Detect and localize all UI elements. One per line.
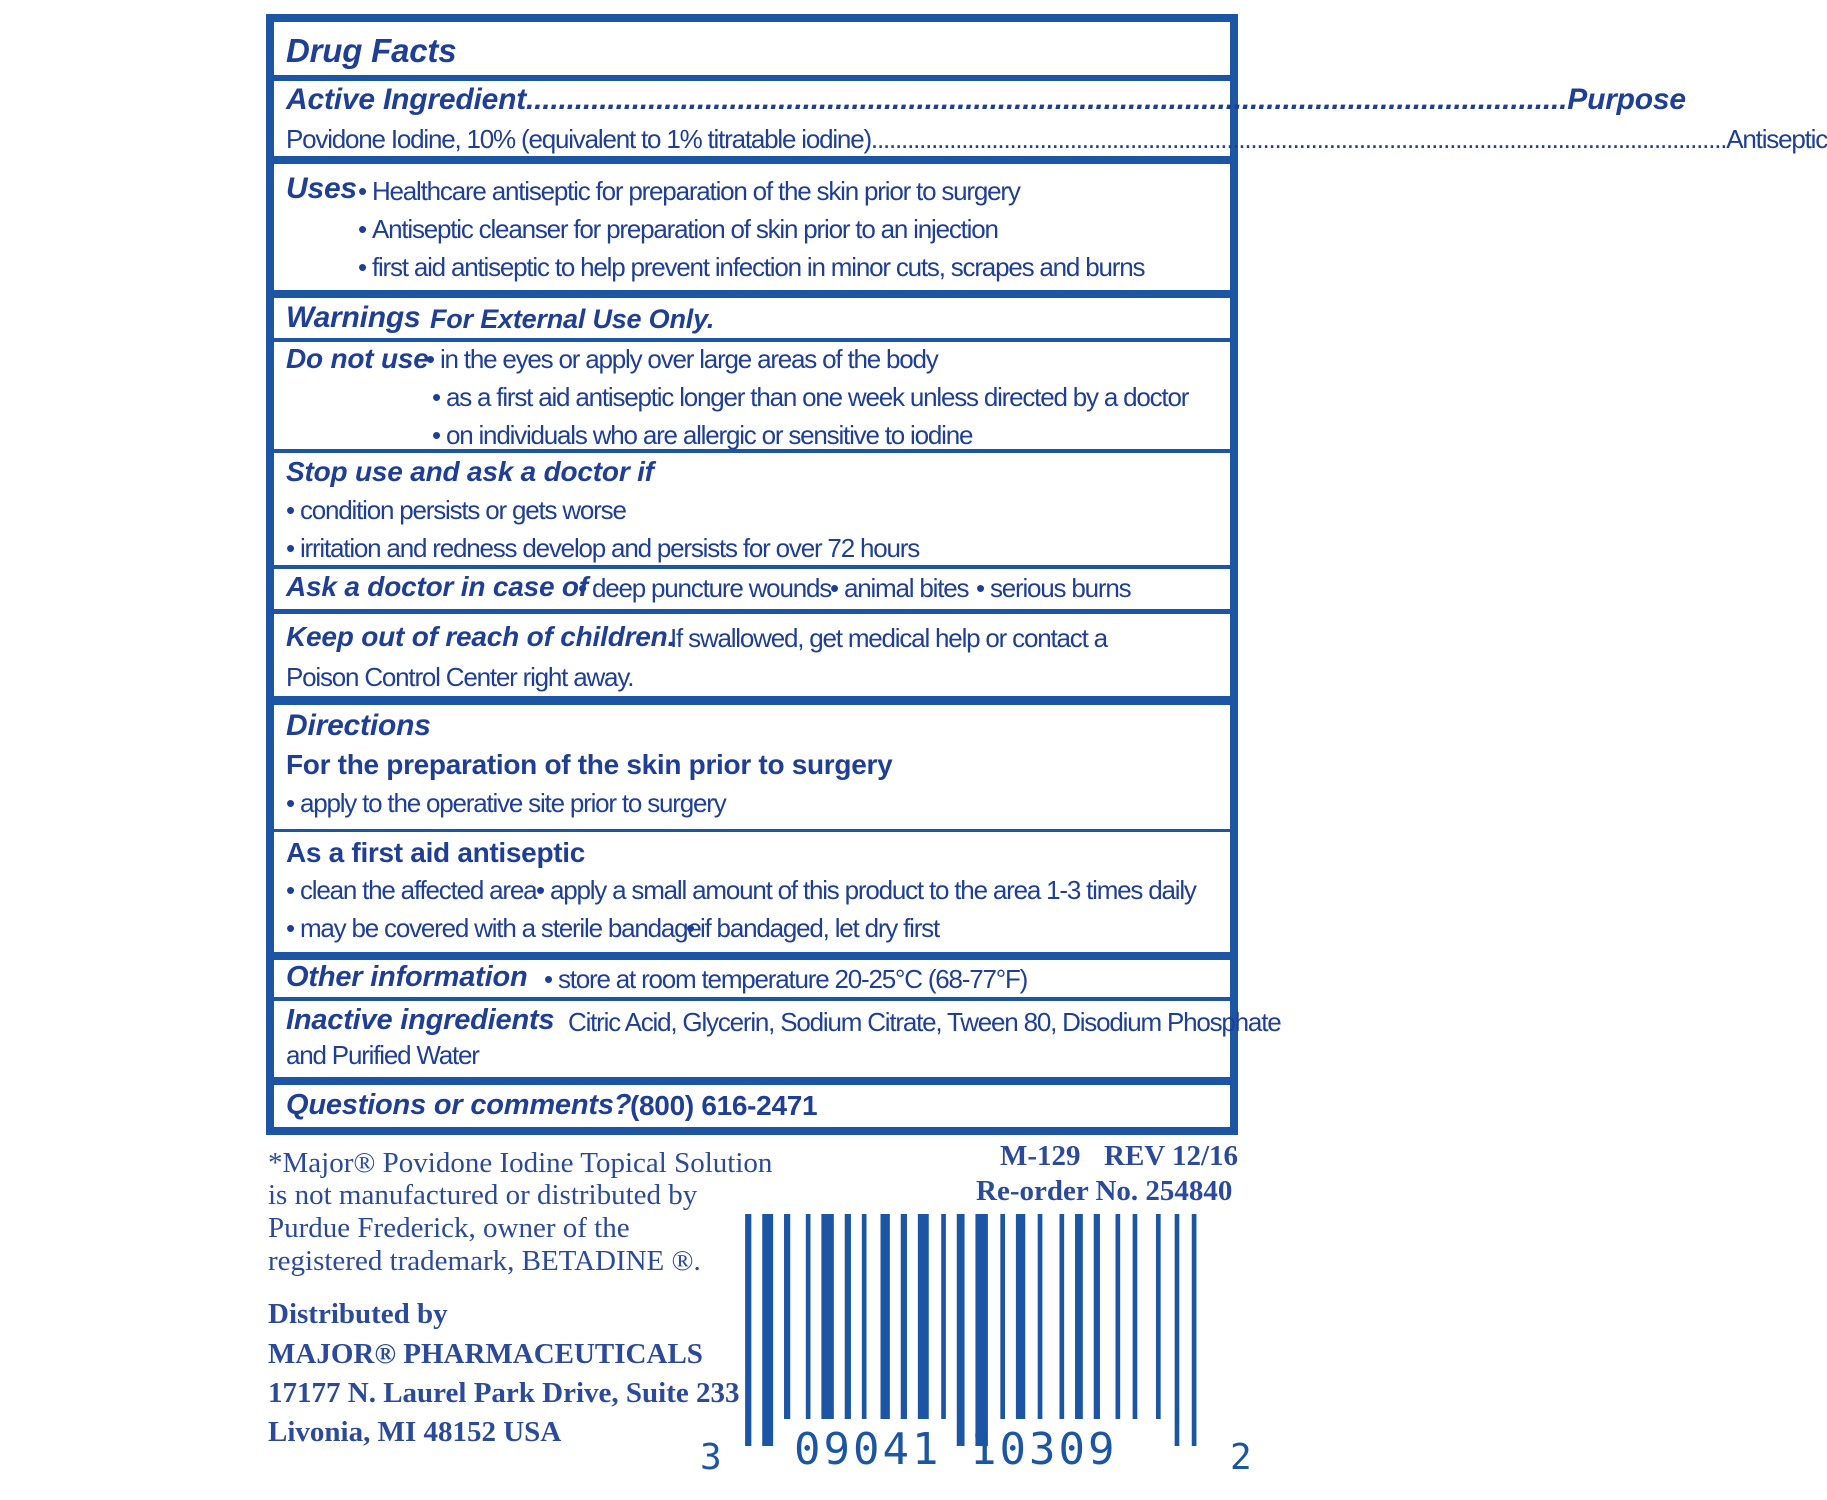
first-aid-box: [274, 832, 1230, 952]
barcode-group-2: 10309: [970, 1424, 1118, 1475]
revision-code: REV 12/16: [1104, 1140, 1239, 1172]
barcode-bar: [1059, 1214, 1064, 1419]
purpose-heading: Purpose: [1567, 83, 1686, 116]
disclaimer-line: registered trademark, BETADINE ®.: [268, 1245, 701, 1277]
first-aid-item: • may be covered with a sterile bandage: [286, 915, 701, 941]
stop-use-box: [274, 453, 1230, 565]
barcode-bar: [862, 1214, 867, 1419]
stop-use-item: • irritation and redness develop and persists for over 72 hours: [286, 535, 919, 561]
leader-dots: ................................................................................................................................: [525, 83, 1568, 116]
barcode-bar: [1175, 1214, 1180, 1446]
questions-heading: Questions or comments?: [286, 1089, 632, 1121]
reorder-number: Re-order No. 254840: [976, 1175, 1233, 1207]
barcode-bar: [745, 1214, 751, 1446]
warnings-heading: Warnings: [286, 301, 421, 334]
other-info-text: • store at room temperature 20-25°C (68-77°F): [544, 966, 1027, 992]
warnings-box: [274, 298, 1230, 338]
first-aid-item: • clean the affected area: [286, 877, 536, 903]
uses-item: • first aid antiseptic to help prevent infection in minor cuts, scrapes and burns: [358, 254, 1144, 280]
barcode-bar: [762, 1214, 773, 1446]
distributor-address: 17177 N. Laurel Park Drive, Suite 233: [268, 1377, 740, 1409]
stop-use-heading: Stop use and ask a doctor if: [286, 456, 654, 487]
stop-use-item: • condition persists or gets worse: [286, 497, 626, 523]
surgery-subheading: For the preparation of the skin prior to surgery: [286, 749, 893, 780]
uses-item: • Antiseptic cleanser for preparation of skin prior to an injection: [358, 216, 998, 242]
other-info-box: [274, 960, 1230, 997]
first-aid-subheading: As a first aid antiseptic: [286, 837, 586, 868]
barcode-bar: [806, 1214, 811, 1419]
barcode-bar: [957, 1214, 965, 1446]
disclaimer-line: Purdue Frederick, owner of the: [268, 1212, 630, 1244]
barcode-bar: [901, 1214, 907, 1419]
do-not-use-item: • on individuals who are allergic or sensitive to iodine: [432, 422, 972, 448]
keep-out-text: Poison Control Center right away.: [286, 662, 634, 692]
barcode-group-1: 09041: [794, 1424, 942, 1475]
keep-out-text: If swallowed, get medical help or contact a: [670, 623, 1107, 653]
do-not-use-heading: Do not use: [286, 343, 429, 374]
active-ingredient-value: Povidone Iodine, 10% (equivalent to 1% titratable iodine): [286, 124, 871, 154]
barcode-bar: [784, 1214, 790, 1419]
barcode-bar: [918, 1214, 929, 1419]
drug-facts-title: Drug Facts: [286, 32, 457, 69]
barcode-bar: [1094, 1214, 1100, 1419]
other-info-heading: Other information: [286, 961, 528, 993]
barcode-bar: [1156, 1214, 1161, 1419]
barcode-bar: [975, 1214, 987, 1446]
disclaimer-line: *Major® Povidone Iodine Topical Solution: [268, 1147, 773, 1179]
distributor-address: Livonia, MI 48152 USA: [268, 1416, 562, 1448]
inactive-heading: Inactive ingredients: [286, 1004, 555, 1036]
uses-item: • Healthcare antiseptic for preparation of the skin prior to surgery: [358, 178, 1020, 204]
inactive-text: Citric Acid, Glycerin, Sodium Citrate, Tween 80, Disodium Phosphate: [568, 1007, 1281, 1037]
barcode: [742, 1214, 1212, 1446]
questions-box: [274, 1085, 1230, 1127]
active-ingredient-row: [286, 83, 1686, 116]
do-not-use-item: • in the eyes or apply over large areas of the body: [426, 346, 938, 372]
barcode-bar: [1038, 1214, 1043, 1419]
ask-doctor-box: [274, 569, 1230, 609]
do-not-use-box: [274, 342, 1230, 449]
distributed-by-label: Distributed by: [268, 1298, 448, 1330]
directions-box: [274, 705, 1230, 829]
barcode-bar: [821, 1214, 833, 1419]
directions-heading: Directions: [286, 709, 431, 742]
ask-doctor-item: • animal bites: [830, 575, 968, 601]
barcode-bar: [1133, 1214, 1138, 1419]
inactive-text: and Purified Water: [286, 1040, 479, 1070]
product-code: M-129: [1000, 1140, 1081, 1172]
keep-out-heading: Keep out of reach of children.: [286, 621, 676, 652]
barcode-bar: [1192, 1214, 1197, 1446]
barcode-left-digit: 3: [700, 1437, 722, 1478]
inactive-box: [274, 1001, 1281, 1077]
do-not-use-item: • as a first aid antiseptic longer than one week unless directed by a doctor: [432, 384, 1188, 410]
barcode-bar: [1075, 1214, 1083, 1419]
ask-doctor-heading: Ask a doctor in case of: [286, 571, 588, 602]
active-ingredient-box: [274, 81, 1827, 156]
barcode-right-digit: 2: [1230, 1437, 1252, 1478]
active-ingredient-row-2: [286, 124, 1827, 154]
barcode-bar: [941, 1214, 946, 1419]
barcode-bar: [881, 1214, 890, 1419]
drug-facts-panel: [266, 14, 1827, 1135]
external-use-heading: For External Use Only.: [430, 304, 715, 334]
keep-out-box: [274, 614, 1230, 696]
first-aid-item: • apply a small amount of this product to the area 1-3 times daily: [536, 877, 1196, 903]
distributor-name: MAJOR® PHARMACEUTICALS: [268, 1338, 703, 1370]
questions-phone: (800) 616-2471: [630, 1090, 818, 1121]
first-aid-item: • if bandaged, let dry first: [686, 915, 939, 941]
barcode-bar: [845, 1214, 851, 1419]
ask-doctor-item: • deep puncture wounds: [578, 575, 831, 601]
uses-heading: Uses: [286, 172, 357, 205]
barcode-bar: [1116, 1214, 1121, 1419]
barcode-bar: [1000, 1214, 1005, 1419]
uses-box: [274, 164, 1230, 290]
leader-dots: ..............................................................................................................................................: [870, 124, 1727, 154]
purpose-value: Antiseptic: [1726, 124, 1827, 154]
active-ingredient-heading: Active Ingredient: [286, 83, 526, 116]
disclaimer-line: is not manufactured or distributed by: [268, 1179, 698, 1211]
title-box: [274, 22, 1230, 75]
ask-doctor-item: • serious burns: [976, 575, 1130, 601]
surgery-item: • apply to the operative site prior to surgery: [286, 790, 726, 816]
barcode-bar: [1016, 1214, 1025, 1419]
